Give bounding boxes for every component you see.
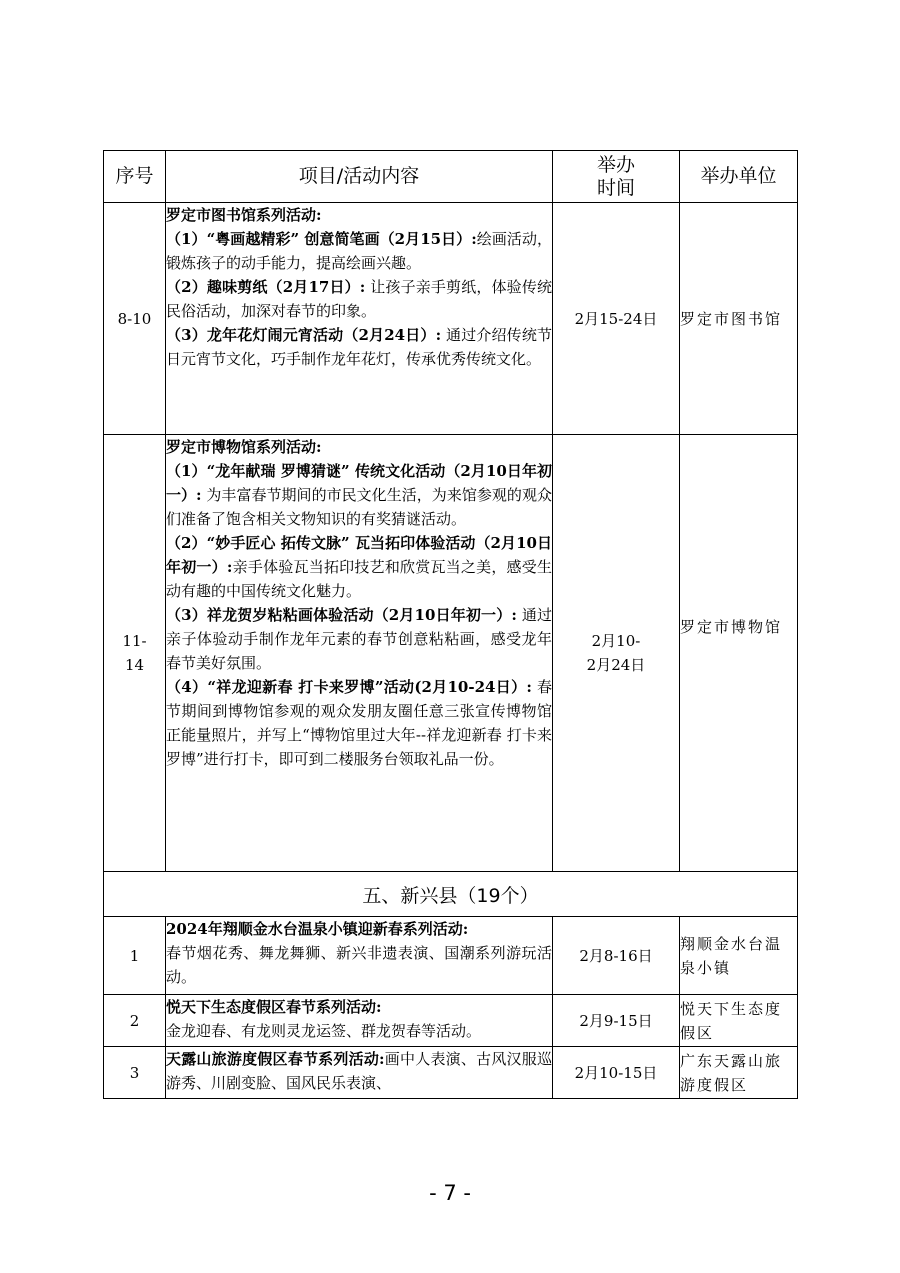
sub-item: （3）龙年花灯闹元宵活动（2月24日）: 通过介绍传统节日元宵节文化，巧手制作龙年花灯，传承优秀传统文化。 bbox=[166, 326, 552, 368]
row-time: 2月8-16日 bbox=[553, 917, 680, 995]
row-time: 2月10-15日 bbox=[553, 1047, 680, 1099]
row-content bbox=[166, 1047, 553, 1099]
row-org: 罗定市图书馆 bbox=[680, 203, 798, 435]
table-row bbox=[104, 1047, 798, 1099]
table-row bbox=[104, 995, 798, 1047]
row-content bbox=[166, 995, 553, 1047]
row-org: 罗定市博物馆 bbox=[680, 435, 798, 872]
row-time: 2月10- 2月24日 bbox=[553, 435, 680, 872]
table-row bbox=[104, 435, 798, 872]
row-seq: 3 bbox=[104, 1047, 166, 1099]
row-text: 春节烟花秀、舞龙舞狮、新兴非遗表演、国潮系列游玩活动。 bbox=[166, 944, 552, 986]
row-content bbox=[166, 203, 553, 435]
row-text: 金龙迎春、有龙则灵龙运签、群龙贺春等活动。 bbox=[166, 1022, 482, 1040]
row-title: 罗定市图书馆系列活动: bbox=[166, 206, 322, 224]
row-seq: 1 bbox=[104, 917, 166, 995]
table-row bbox=[104, 917, 798, 995]
row-org: 翔顺金水台温泉小镇 bbox=[680, 917, 798, 995]
header-time: 举办 时间 bbox=[553, 151, 680, 203]
page-number: - 7 - bbox=[429, 1181, 471, 1205]
section-title: 五、新兴县（19个） bbox=[104, 872, 798, 917]
section-row bbox=[104, 872, 798, 917]
row-seq: 8-10 bbox=[104, 203, 166, 435]
row-content bbox=[166, 435, 553, 872]
row-content bbox=[166, 917, 553, 995]
table-row bbox=[104, 203, 798, 435]
sub-item: （1）“龙年献瑞 罗博猜谜” 传统文化活动（2月10日年初一）: 为丰富春节期间的市民文化生活，为来馆参观的观众们准备了饱含相关文物知识的有奖猜谜活动。 bbox=[166, 462, 552, 528]
row-title: 罗定市博物馆系列活动: bbox=[166, 438, 322, 456]
header-content: 项目/活动内容 bbox=[166, 151, 553, 203]
row-org: 广东天露山旅游度假区 bbox=[680, 1047, 798, 1099]
row-time: 2月15-24日 bbox=[553, 203, 680, 435]
sub-item: （2）趣味剪纸（2月17日）: 让孩子亲手剪纸，体验传统民俗活动，加深对春节的印象。 bbox=[166, 278, 552, 320]
row-seq: 2 bbox=[104, 995, 166, 1047]
row-time: 2月9-15日 bbox=[553, 995, 680, 1047]
header-seq: 序号 bbox=[104, 151, 166, 203]
activity-table bbox=[103, 150, 798, 1099]
header-org: 举办单位 bbox=[680, 151, 798, 203]
row-title: 天露山旅游度假区春节系列活动: bbox=[166, 1050, 385, 1068]
row-title: 悦天下生态度假区春节系列活动: bbox=[166, 998, 382, 1016]
sub-item: （4）“祥龙迎新春 打卡来罗博”活动(2月10-24日）: 春节期间到博物馆参观的观众发朋友圈任意三张宣传博物馆正能量照片，并写上“博物馆里过大年--祥龙迎新春 打卡来罗博”进行打卡，即可到二楼服务台领取礼品一份。 bbox=[166, 678, 552, 768]
header-row bbox=[104, 151, 798, 203]
row-org: 悦天下生态度假区 bbox=[680, 995, 798, 1047]
row-text: 画中人表演、古风汉服巡游秀、川剧变脸、国风民乐表演、 bbox=[166, 1050, 552, 1092]
row-title: 2024年翔顺金水台温泉小镇迎新春系列活动: bbox=[166, 920, 469, 938]
row-seq: 11- 14 bbox=[104, 435, 166, 872]
sub-item: （1）“粤画越精彩” 创意简笔画（2月15日）:绘画活动，锻炼孩子的动手能力，提高绘画兴趣。 bbox=[166, 230, 552, 272]
sub-item: （3）祥龙贺岁粘粘画体验活动（2月10日年初一）: 通过亲子体验动手制作龙年元素的春节创意粘粘画，感受龙年春节美好氛围。 bbox=[166, 606, 552, 672]
sub-item: （2）“妙手匠心 拓传文脉” 瓦当拓印体验活动（2月10日年初一）:亲手体验瓦当拓印技艺和欣赏瓦当之美，感受生动有趣的中国传统文化魅力。 bbox=[166, 534, 552, 600]
